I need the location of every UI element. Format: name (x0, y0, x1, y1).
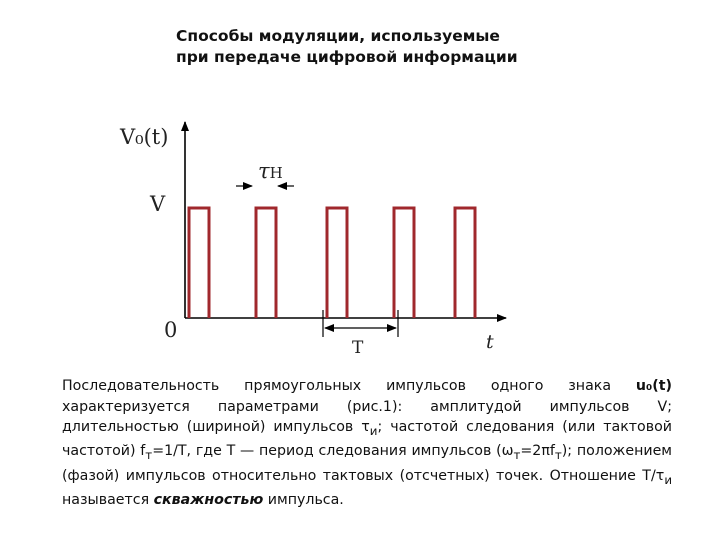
para-text-7: ); положением (фазой) импульсов относительно тактовых (отсчетных) точек. Отношение Т/τ (62, 443, 673, 484)
freq-subscript: т (145, 448, 153, 463)
period-label: T (352, 338, 364, 358)
pulse-3 (327, 208, 347, 318)
x-axis-label: t (486, 331, 494, 353)
pulse-train (189, 208, 475, 318)
origin-label: 0 (164, 318, 178, 342)
pulse-4 (394, 208, 414, 318)
amplitude-symbol: V (657, 398, 668, 415)
para-text-8: называется (62, 491, 154, 508)
signal-symbol: u₀(t) (635, 378, 672, 394)
tau-subscript-2: и (664, 472, 672, 487)
pulse-width-label (258, 159, 283, 183)
duty-cycle-term: скважностью (153, 491, 264, 508)
para-text-6: =2πf (520, 443, 555, 460)
pulse-5 (455, 208, 475, 318)
amplitude-label: V (150, 192, 166, 216)
para-text-3: ; длительностью (шириной) импульсов τ (62, 398, 672, 435)
tau-subscript: и (369, 423, 378, 438)
pulse-width-symbol: τ (258, 159, 270, 183)
description-paragraph (62, 376, 672, 510)
para-text-2: характеризуется параметрами (рис.1): амплитудой импульсов (62, 398, 658, 415)
y-axis-label: V₀(t) (120, 125, 169, 149)
para-text-9: импульса. (263, 491, 344, 508)
pulse-2 (256, 208, 276, 318)
pulse-1 (189, 208, 209, 318)
omega-subscript: т (513, 448, 521, 463)
title-line-2: при передаче цифровой информации (176, 48, 518, 66)
para-text-4: ; частотой следования (или тактовой частотой) f (62, 419, 672, 460)
freq-subscript-2: т (554, 448, 562, 463)
para-text-1: Последовательность прямоугольных импульсов одного знака (62, 378, 636, 394)
title-line-1: Способы модуляции, используемые (176, 27, 500, 45)
pulse-width-subscript: Н (269, 164, 283, 182)
para-text-5: =1/Т, где Т — период следования импульсов (ω (152, 443, 514, 460)
